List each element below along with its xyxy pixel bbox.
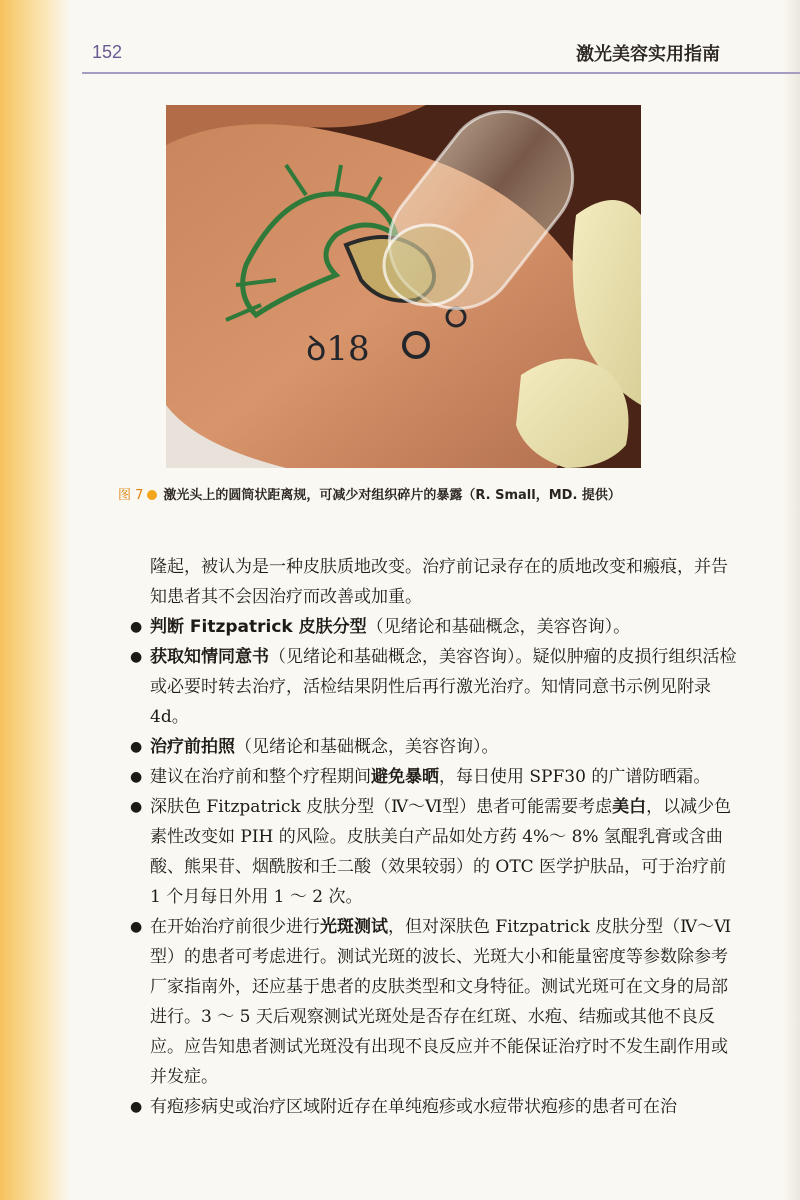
list-item-text-pre: 在开始治疗前很少进行 [150, 917, 320, 937]
body-text [118, 552, 738, 1122]
list-item-keyword: 美白 [612, 797, 647, 817]
list-item-text: （见绪论和基础概念，美容咨询）。 [366, 617, 631, 637]
list-item-text: ，以减少色素性改变如 PIH 的风险。皮肤美白产品如处方药 4%～ 8% 氢醌乳膏或含曲酸、熊果苷、烟酰胺和壬二酸（效果较弱）的 OTC 医学护肤品，可于治疗前 1 个月每日外用 1 ～ 2 次。 [150, 797, 732, 907]
page-gutter-shading [782, 0, 800, 1200]
figure-label: 图 7 [118, 488, 144, 503]
page-number: 152 [92, 42, 123, 62]
list-item-text: ，但对深肤色 Fitzpatrick 皮肤分型（Ⅳ～Ⅵ型）的患者可考虑进行。测试光斑的波长、光斑大小和能量密度等参数除参考厂家指南外，还应基于患者的皮肤类型和文身特征。测试光斑可在文身的局部进行。3 ～ 5 天后观察测试光斑处是否存在红斑、水疱、结痂或其他不良反应。应告知患者测试光斑没有出现不良反应并不能保证治疗时不发生副作用或并发症。 [150, 917, 732, 1087]
list-item-text-pre: 深肤色 Fitzpatrick 皮肤分型（Ⅳ～Ⅵ型）患者可能需要考虑 [150, 797, 613, 817]
bullet-icon: ● [130, 1099, 143, 1115]
figure-caption-text: 激光头上的圆筒状距离规，可减少对组织碎片的暴露（R. Small，MD. 提供） [163, 488, 621, 503]
list-item-keyword: 治疗前拍照 [150, 737, 235, 757]
header-rule [82, 72, 800, 74]
continuation-paragraph: 隆起，被认为是一种皮肤质地改变。治疗前记录存在的质地改变和瘢痕，并告知患者其不会因治疗而改善或加重。 [150, 557, 728, 607]
list-item [118, 642, 738, 732]
list-item [118, 762, 738, 792]
list-item [118, 732, 738, 762]
list-item-text-pre: 有疱疹病史或治疗区域附近存在单纯疱疹或水痘带状疱疹的患者可在治 [150, 1097, 677, 1117]
list-item [118, 612, 738, 642]
figure-caption [118, 484, 738, 503]
running-title: 激光美容实用指南 [576, 44, 720, 65]
list-item-keyword: 获取知情同意书 [150, 647, 269, 667]
tattoo-treatment-photo [166, 105, 641, 468]
bullet-icon: ● [130, 919, 143, 935]
list-item [118, 792, 738, 912]
list-item-keyword: 避免暴晒 [371, 767, 439, 787]
list-item [118, 912, 738, 1092]
bullet-icon: ● [130, 649, 143, 665]
list-item-text: （见绪论和基础概念，美容咨询）。疑似肿瘤的皮损行组织活检或必要时转去治疗，活检结果阴性后再行激光治疗。知情同意书示例见附录 4d。 [150, 647, 737, 727]
bullet-icon: ● [130, 739, 143, 755]
bullet-icon: ● [130, 799, 143, 815]
svg-text:ꝺ18: ꝺ18 [306, 329, 370, 369]
list-item-keyword: 判断 Fitzpatrick 皮肤分型 [150, 617, 367, 637]
list-item-text-pre: 建议在治疗前和整个疗程期间 [150, 767, 371, 787]
list-item [118, 1092, 738, 1122]
list-item-text: ，每日使用 SPF30 的广谱防晒霜。 [439, 767, 711, 787]
list-item-keyword: 光斑测试 [320, 917, 388, 937]
page-edge-shading [0, 0, 70, 1200]
bullet-icon: ● [130, 619, 143, 635]
caption-dot-icon [147, 490, 157, 500]
running-header [82, 38, 800, 74]
list-item-text: （见绪论和基础概念，美容咨询）。 [235, 737, 499, 757]
bullet-icon: ● [130, 769, 143, 785]
